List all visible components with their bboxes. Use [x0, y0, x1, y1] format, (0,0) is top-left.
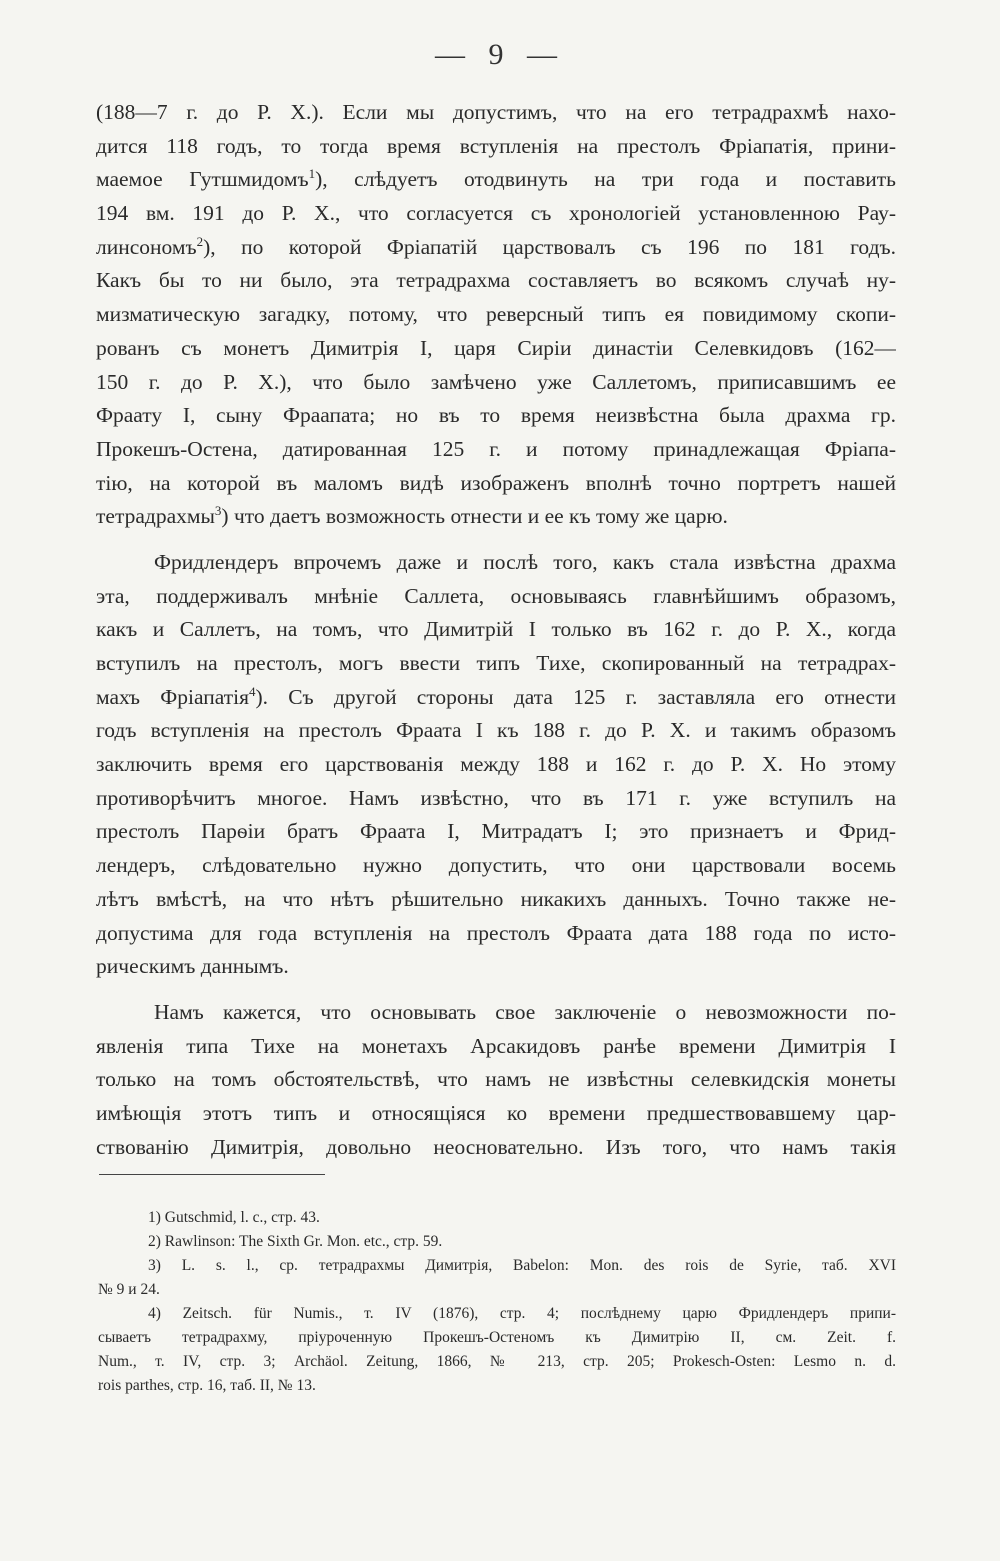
footnote-line: сываетъ тетрадрахму, пріуроченную Прокешъ-Остеномъ къ Димитрію II, см. Zeit. f.: [98, 1329, 896, 1346]
text-line: вступилъ на престолъ, могъ ввести типъ Тихе, скопированный на тетрадрах-: [96, 651, 896, 675]
text-line: годъ вступленія на престолъ Фраата I къ 188 г. до Р. Х. и такимъ образомъ: [96, 718, 896, 743]
footnote-line: 1) Gutschmid, l. c., стр. 43.: [148, 1209, 320, 1226]
footnote-line: Num., т. IV, стр. 3; Archäol. Zeitung, 1866, № 213, стр. 205; Prokesch-Osten: Lesmo n. d.: [98, 1353, 896, 1370]
text-fragment: ), по которой Фріапатій царствовалъ съ 196 по 181 годъ.: [203, 234, 896, 259]
text-fragment: ) что даетъ возможность отнести и ее къ тому же царю.: [221, 504, 728, 529]
footnote-ref: 2: [196, 233, 204, 249]
text-line: 194 вм. 191 до Р. Х., что согласуется съ хронологіей установленною Рау-: [96, 201, 896, 226]
text-line: мизматическую загадку, потому, что реверсный типъ ея повидимому скопи-: [96, 302, 896, 327]
text-line: (188—7 г. до Р. Х.). Если мы допустимъ, что на его тетрадрахмѣ нахо-: [96, 100, 896, 124]
paragraph-3: [96, 996, 896, 1164]
footnote-line: 2) Rawlinson: The Sixth Gr. Mon. etc., стр. 59.: [148, 1233, 443, 1250]
footnote-4: [98, 1302, 896, 1398]
text-line: престолъ Парѳіи братъ Фраата I, Митрадатъ I; это признаетъ и Фрид-: [96, 819, 896, 844]
text-fragment: линсономъ: [96, 234, 197, 259]
footnote-ref: 4: [248, 683, 256, 699]
footnote-1: [98, 1206, 896, 1230]
footnote-line: rois parthes, стр. 16, таб. II, № 13.: [98, 1377, 316, 1394]
footnote-line: 3) L. s. l., ср. тетрадрахмы Димитрія, Babelon: Mon. des rois de Syrie, таб. XVI: [148, 1257, 896, 1274]
text-fragment: ), слѣдуетъ отодвинуть на три года и поставить: [315, 167, 896, 192]
text-line: [96, 163, 896, 197]
text-line: 150 г. до Р. Х.), что было замѣчено уже Саллетомъ, приписавшимъ ее: [96, 369, 896, 394]
footnote-ref: 1: [308, 166, 316, 182]
text-fragment: ). Съ другой стороны дата 125 г. заставляла его отнести: [255, 684, 896, 709]
text-line: [96, 231, 896, 265]
text-line: заключить время его царствованія между 188 и 162 г. до Р. Х. Но этому: [96, 752, 896, 777]
text-fragment: тетрадрахмы: [96, 504, 215, 529]
text-line: явленія типа Тихе на монетахъ Арсакидовъ ранѣе времени Димитрія I: [96, 1033, 896, 1058]
footnote-line: 4) Zeitsch. für Numis., т. IV (1876), стр. 4; послѣднему царю Фридлендеръ припи-: [148, 1305, 896, 1322]
text-line: [96, 681, 896, 715]
footnote-3: [98, 1254, 896, 1302]
text-line: какъ и Саллетъ, на томъ, что Димитрій I только въ 162 г. до Р. Х., когда: [96, 617, 896, 642]
text-line: Фраату I, сыну Фраапата; но въ то время неизвѣстна была драхма гр.: [96, 403, 896, 428]
text-line: ствованію Димитрія, довольно неосновательно. Изъ того, что намъ такія: [96, 1134, 896, 1159]
footnote-line: № 9 и 24.: [98, 1281, 160, 1298]
text-line: Прокешъ-Остена, датированная 125 г. и потому принадлежащая Фріапа-: [96, 436, 896, 461]
footnote-2: [98, 1230, 896, 1254]
paragraph-2: [96, 546, 896, 984]
text-line: Какъ бы то ни было, эта тетрадрахма составляетъ во всякомъ случаѣ ну-: [96, 268, 896, 293]
text-line: [96, 500, 896, 534]
text-line: имѣющія этотъ типъ и относящіяся ко времени предшествовавшему цар-: [96, 1100, 896, 1125]
paragraph-gap: [96, 534, 896, 546]
text-line: эта, поддерживалъ мнѣніе Саллета, основываясь главнѣйшимъ образомъ,: [96, 583, 896, 608]
text-line: тію, на которой въ маломъ видѣ изображенъ вполнѣ точно портретъ нашей: [96, 470, 896, 495]
footnote-separator: [99, 1174, 325, 1175]
text-fragment: махъ Фріапатія: [96, 684, 249, 709]
paragraph-gap: [96, 984, 896, 996]
text-line: рованъ съ монетъ Димитрія I, царя Сиріи династіи Селевкидовъ (162—: [96, 335, 896, 360]
text-line: рическимъ даннымъ.: [96, 954, 289, 979]
text-line: лѣтъ вмѣстѣ, на что нѣтъ рѣшительно никакихъ данныхъ. Точно также не-: [96, 886, 896, 911]
text-line: Намъ кажется, что основывать свое заключеніе о невозможности по-: [154, 999, 896, 1024]
text-line: лендеръ, слѣдовательно нужно допустить, что они царствовали восемь: [96, 853, 896, 878]
body-text: [96, 96, 896, 1164]
page-number: — 9 —: [435, 38, 565, 71]
text-line: допустима для года вступленія на престолъ Фраата дата 188 года по исто-: [96, 920, 896, 945]
paragraph-1: [96, 96, 896, 534]
footnote-ref: 3: [214, 503, 222, 519]
text-line: дится 118 годъ, то тогда время вступленія на престолъ Фріапатія, прини-: [96, 133, 896, 158]
text-line: только на томъ обстоятельствѣ, что намъ не извѣстны селевкидскія монеты: [96, 1067, 896, 1092]
text-fragment: маемое Гутшмидомъ: [96, 167, 309, 192]
footnotes: [98, 1206, 896, 1398]
text-line: противорѣчитъ многое. Намъ извѣстно, что въ 171 г. уже вступилъ на: [96, 785, 896, 810]
text-line: Фридлендеръ впрочемъ даже и послѣ того, какъ стала извѣстна драхма: [154, 549, 896, 574]
